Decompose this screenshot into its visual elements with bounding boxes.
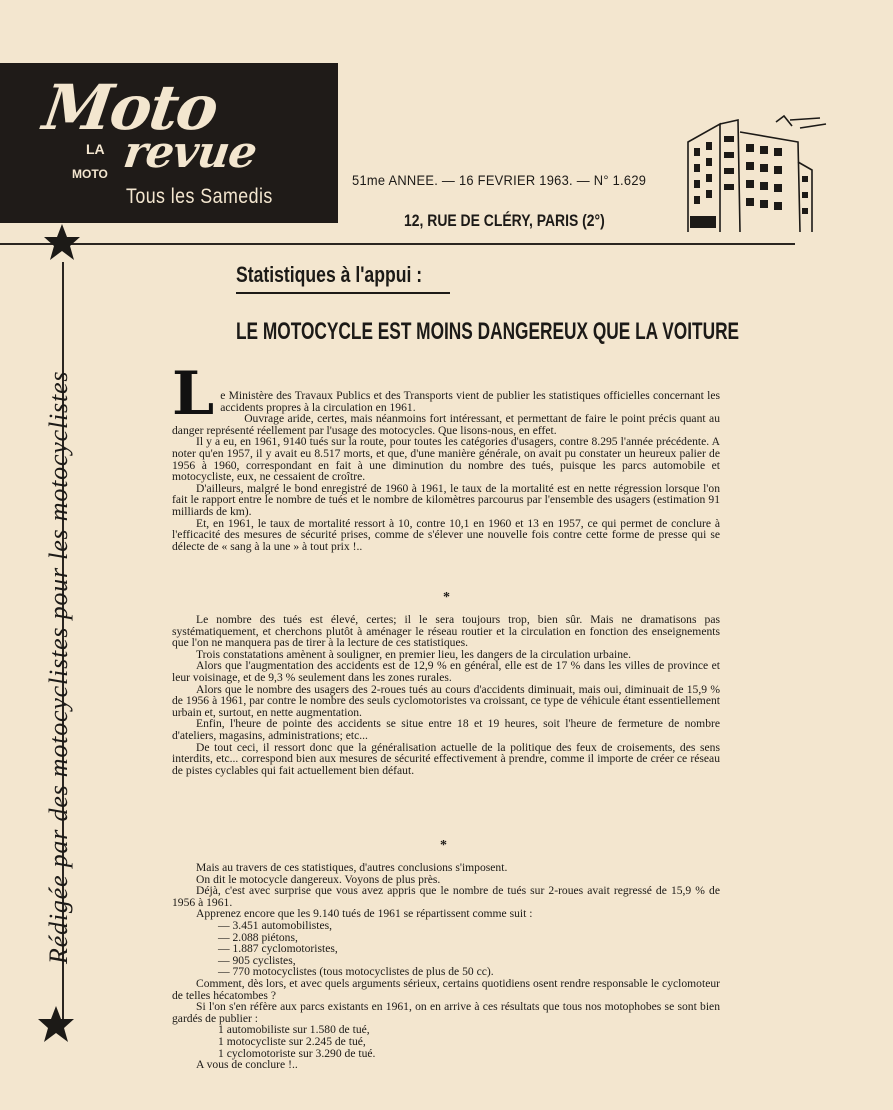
paragraph: D'ailleurs, malgré le bond enregistré de 1960 à 1961, le taux de la mortalité est en nette régression lorsque l'on fait le rapport entre le nombre de tués et le nombre de kilomètres parcourus par l'ensemble des usagers (estimation 91 milliards de km). [172, 481, 720, 518]
paragraph: Le nombre des tués est élevé, certes; il le sera toujours trop, bien sûr. Mais ne dramatisons pas systématiquement, et cherchons plutôt à aménager le réseau routier et la circulation en fonction des enseignements que l'on ne manquera pas de tirer à la lecture de ces statistiques. [172, 613, 720, 650]
list-item: 1 motocycliste sur 2.245 de tué, [218, 1034, 366, 1048]
logo-small-la: LA [86, 141, 105, 157]
drop-cap: L [172, 359, 215, 429]
article-section-1 [172, 359, 720, 553]
paragraph: Alors que le nombre des usagers des 2-roues tués au cours d'accidents diminuait, mais oui, diminuait de 15,9 % de 1956 à 1961, par contre le nombre des seuls cyclomotoristes va croissant, ce type de véhicule étant essentiellement urbain et, surtout, en nette augmentation. [172, 682, 720, 719]
paragraph: Trois constatations amènent à souligner, en premier lieu, les dangers de la circulation urbaine. [196, 647, 632, 661]
list-item: 1 cyclomotoriste sur 3.290 de tué. [218, 1046, 376, 1060]
list-item: — 770 motocyclistes (tous motocyclistes de plus de 50 cc). [218, 965, 494, 979]
closing-line: A vous de conclure !.. [196, 1058, 298, 1072]
article-headline: LE MOTOCYCLE EST MOINS DANGEREUX QUE LA VOITURE [236, 318, 740, 345]
paragraph: e Ministère des Travaux Publics et des Transports vient de publier les statistiques officielles concernant les accidents propres à la circulation en 1961. [220, 389, 720, 414]
article-section-3 [172, 862, 720, 1071]
paragraph: Et, en 1961, le taux de mortalité ressort à 10, contre 10,1 en 1960 et 13 en 1957, ce qui permet de conclure à l'efficacité des mesures de sécurité prises, comme de s'élever une nouvelle fois contre cette forme de presse qui se délecte de « sang à la une » à tout prix !.. [172, 516, 720, 553]
logo-word-moto: Moto [38, 71, 222, 144]
fatality-breakdown-list [172, 920, 720, 978]
building-illustration-icon [680, 112, 830, 237]
ratio-list [172, 1024, 720, 1059]
paragraph: Déjà, c'est avec surprise que vous avez appris que le nombre de tués sur 2-roues avait regressé de 15,9 % de 1956 à 1961. [172, 884, 720, 909]
publisher-address: 12, RUE DE CLÉRY, PARIS (2°) [404, 211, 605, 230]
article-kicker: Statistiques à l'appui : [236, 262, 423, 287]
logo-word-revue: revue [120, 127, 260, 178]
paragraph: Mais au travers de ces statistiques, d'autres conclusions s'imposent. [196, 861, 508, 874]
masthead-tagline: Tous les Samedis [126, 185, 273, 208]
header-rule [0, 243, 795, 245]
masthead [0, 63, 338, 223]
list-item: — 905 cyclistes, [218, 953, 296, 967]
star-bottom-icon [36, 1004, 76, 1044]
section-separator: * [440, 838, 447, 853]
sidebar-slogan-text: Rédigée par des motocyclistes pour les motocyclistes [44, 370, 73, 964]
kicker-underline [236, 292, 450, 294]
star-top-icon [42, 222, 82, 262]
section-separator: * [443, 590, 450, 605]
paragraph: Apprenez encore que les 9.140 tués de 1961 se répartissent comme suit : [196, 907, 533, 921]
logo-small-moto: MOTO [72, 167, 108, 181]
paragraph: De tout ceci, il ressort donc que la généralisation actuelle de la politique des feux de croisements, des sens interdits, etc... correspond bien aux mesures de sécurité effectivement à prendre, comme il importe de créer ce réseau de pistes cyclables qui fait actuellement bien défaut. [172, 740, 720, 777]
list-item: — 2.088 piétons, [218, 930, 298, 944]
paragraph: On dit le motocycle dangereux. Voyons de plus près. [196, 872, 441, 886]
paragraph: Il y a eu, en 1961, 9140 tués sur la route, pour toutes les catégories d'usagers, contre 8.295 l'année précédente. A noter qu'en 1957, il y avait eu 8.517 morts, et que, d'une manière générale, on avait pu constater un heureux palier de 1956 à 1960, correspondant en fait à une diminution du nombre des tués, puisque les parcs automobile et motocycliste, eux, ne cessaient de croître. [172, 435, 720, 484]
article-section-2 [172, 614, 720, 776]
list-item: — 1.887 cyclomotoristes, [218, 942, 338, 956]
list-item: 1 automobiliste sur 1.580 de tué, [218, 1023, 370, 1037]
paragraph: Ouvrage aride, certes, mais néanmoins fort intéressant, et permettant de faire le point précis quant au danger représenté réellement par l'usage des motocycles. Que lisons-nous, en effet. [172, 412, 720, 437]
paragraph: Comment, dès lors, et avec quels arguments sérieux, certains quotidiens osent rendre responsable le cyclomoteur de telles hécatombes ? [172, 976, 720, 1002]
paragraph: Alors que l'augmentation des accidents est de 12,9 % en général, elle est de 17 % dans les villes de province et leur voisinage, et de 9,3 % seulement dans les zones rurales. [172, 659, 720, 684]
list-item: — 3.451 automobilistes, [218, 918, 333, 932]
paragraph: Si l'on s'en réfère aux parcs existants en 1961, on en arrive à ces résultats que tous nos motophobes se sont bien gardés de publier : [172, 1000, 720, 1025]
paragraph: Enfin, l'heure de pointe des accidents se situe entre 18 et 19 heures, soit l'heure de fermeture de nombre d'ateliers, magasins, administrations; etc... [172, 717, 720, 742]
issue-info: 51me ANNEE. — 16 FEVRIER 1963. — N° 1.629 [352, 172, 647, 188]
